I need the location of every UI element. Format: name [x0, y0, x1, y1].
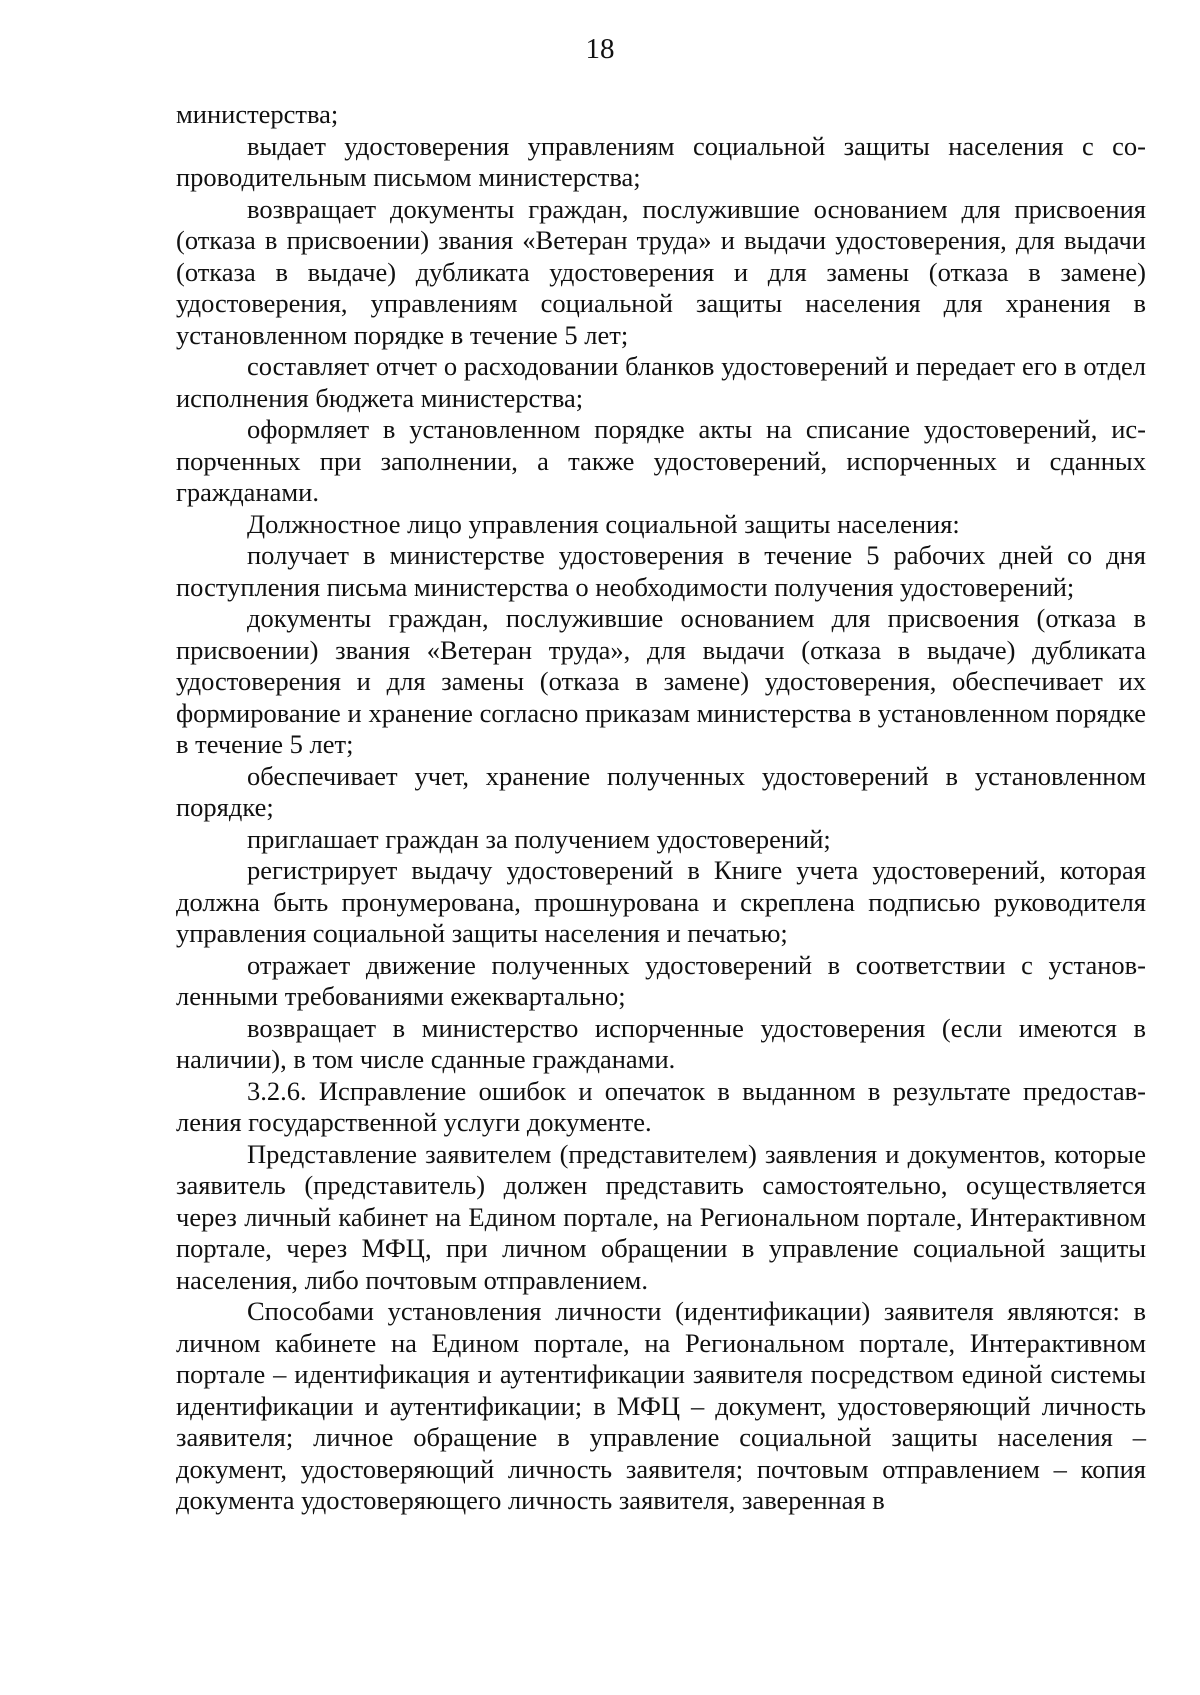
paragraph: Представление заявителем (представителем) заявления и документов, которые заявитель (представитель) должен представить самостоятельно, осуществляется через личный кабинет на Едином портале, на Региональном портале, Интерактивном портале, через МФЦ, при личном обращении в управление социальной защиты населения, либо почтовым отправлением.: [176, 1138, 1146, 1295]
paragraph: составляет отчет о расходовании бланков удостоверений и передает его в отдел исполнения бюджета министерства;: [176, 351, 1146, 413]
paragraph: выдает удостоверения управлениям социальной защиты населения с сопроводительным письмом министерства;: [176, 130, 1146, 192]
paragraph: Способами установления личности (идентификации) заявителя являются: в личном кабинете на Едином портале, на Региональном портале, Интерактивном портале – идентификация и аутентификации заявителя посредством единой системы идентификации и аутентификации; в МФЦ – документ, удостоверяющий личность заявителя; личное обращение в управление социальной защиты населения – документ, удостоверяющий личность заявителя; почтовым отправлением – копия документа удостоверяющего личность заявителя, заверенная в: [176, 1296, 1146, 1515]
document-body: [176, 99, 1146, 1517]
paragraph: отражает движение полученных удостоверений в соответствии с установленными требованиями ежеквартально;: [176, 949, 1146, 1011]
paragraph: регистрирует выдачу удостоверений в Книге учета удостоверений, которая должна быть пронумерована, прошнурована и скреплена подписью руководителя управления социальной защиты населения и печатью;: [176, 855, 1146, 948]
page-number: 18: [585, 33, 615, 65]
paragraph: возвращает документы граждан, послужившие основанием для присвоения (отказа в присвоении) звания «Ветеран труда» и выдачи удостоверения, для выдачи (отказа в выдаче) дубликата удостоверения и для замены (отказа в замене) удостоверения, управлениям социальной защиты населения для хранения в установленном порядке в течение 5 лет;: [176, 193, 1146, 350]
paragraph: оформляет в установленном порядке акты на списание удостоверений, испорченных при заполнении, а также удостоверений, испорченных и сданных гражданами.: [176, 414, 1146, 507]
paragraph: возвращает в министерство испорченные удостоверения (если имеются в наличии), в том числе сданные гражданами.: [176, 1012, 1146, 1074]
paragraph: Должностное лицо управления социальной защиты населения:: [247, 508, 960, 539]
paragraph-continuation: министерства;: [176, 99, 339, 129]
paragraph: документы граждан, послужившие основанием для присвоения (отказа в присвоении) звания «Ветеран труда», для выдачи (отказа в выдаче) дубликата удостоверения и для замены (отказа в замене) удостоверения, обеспечивает их формирование и хранение согласно приказам министерства в установленном порядке в течение 5 лет;: [176, 603, 1146, 759]
section-heading-paragraph: 3.2.6. Исправление ошибок и опечаток в выданном в результате предоставления государственной услуги документе.: [176, 1075, 1146, 1137]
paragraph: обеспечивает учет, хранение полученных удостоверений в установленном порядке;: [176, 760, 1146, 822]
paragraph: получает в министерстве удостоверения в течение 5 рабочих дней со дня поступления письма министерства о необходимости получения удостоверений;: [176, 540, 1146, 602]
paragraph: приглашает граждан за получением удостоверений;: [247, 823, 831, 854]
